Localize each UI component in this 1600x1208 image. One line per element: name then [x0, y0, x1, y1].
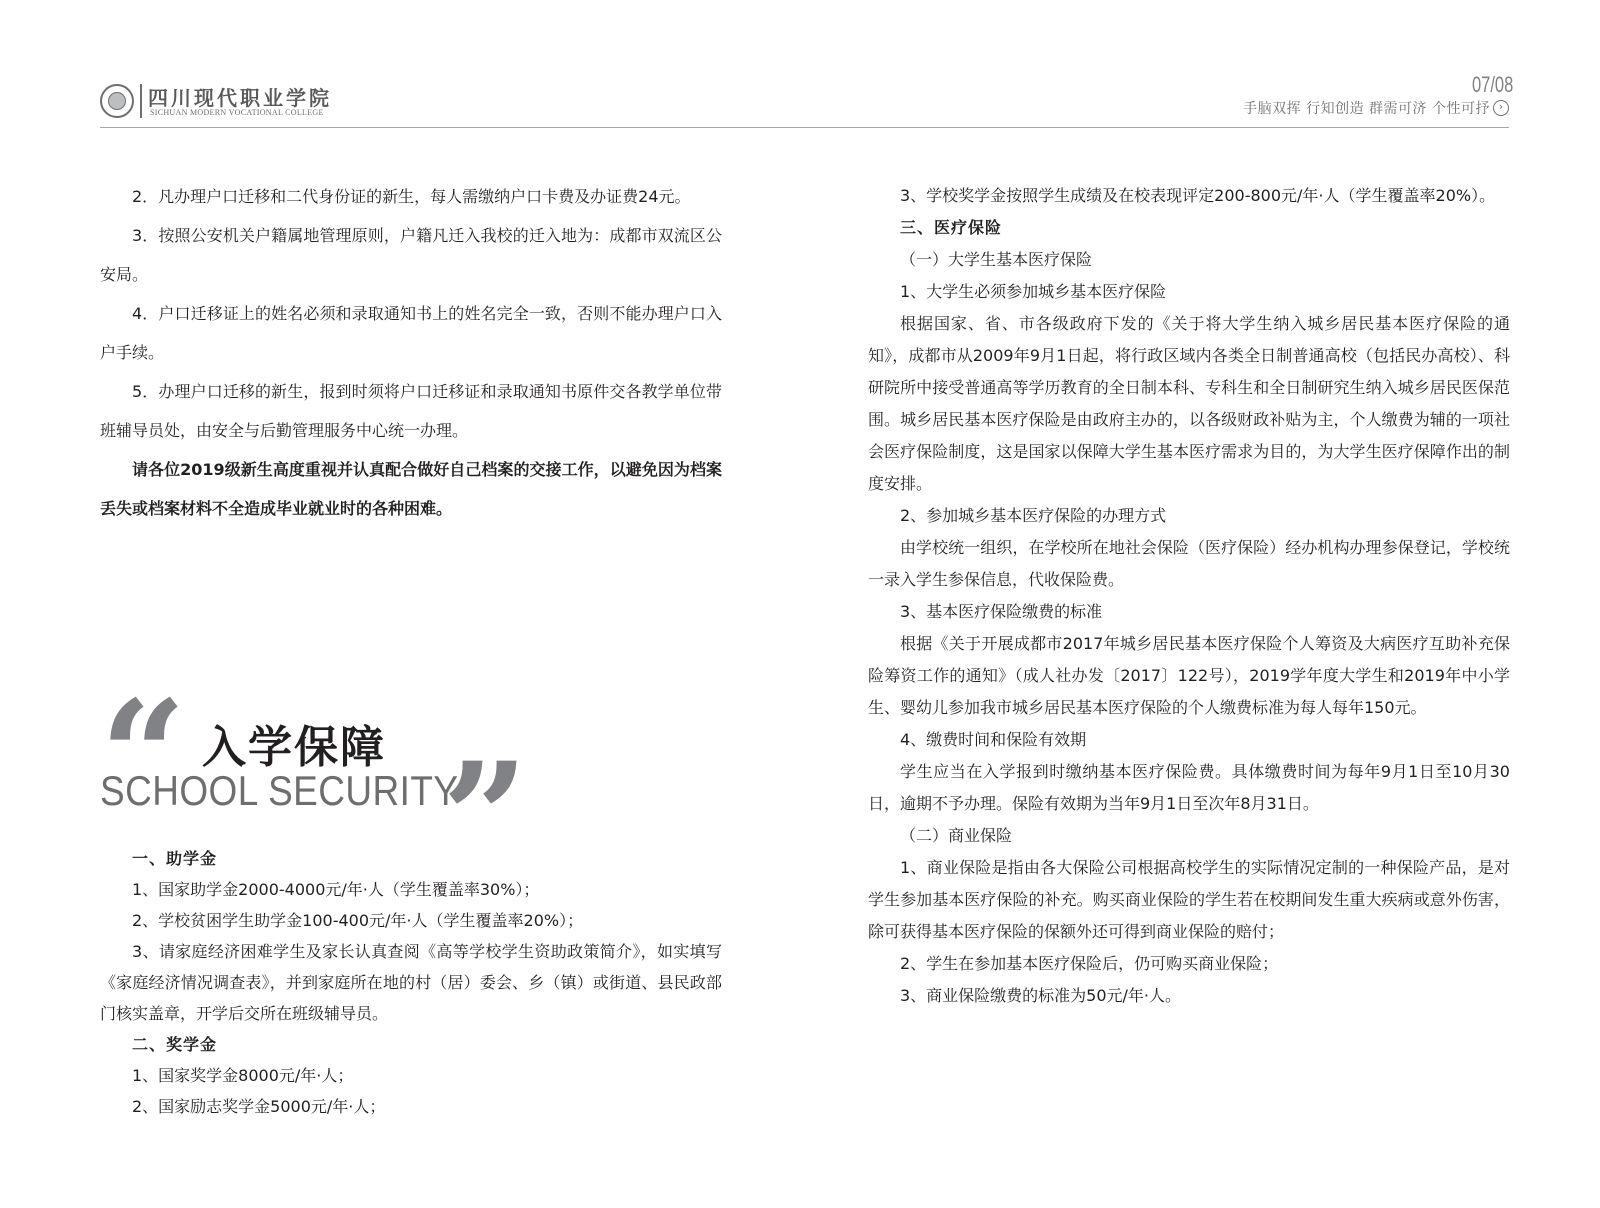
list-item: 1、国家助学金2000-4000元/年·人（学生覆盖率30%）； — [132, 880, 540, 899]
paragraph: 根据《关于开展成都市2017年城乡居民基本医疗保险个人筹资及大病医疗互助补充保险筹资工作的通知》（成人社办发〔2017〕122号），2019学年度大学生和2019年中小学生、婴幼儿参加我市城乡居民基本医疗保险的个人缴费标准为每人每年150元。 — [868, 634, 1510, 717]
chevron-right-circle-icon: › — [1493, 100, 1509, 116]
medical-insurance-section — [868, 180, 1510, 1012]
paragraph-item-5: 5．办理户口迁移的新生，报到时须将户口迁移证和录取通知书原件交各教学单位带班辅导员处，由安全与后勤管理服务中心统一办理。 — [100, 382, 722, 440]
page-header — [0, 0, 1600, 135]
list-item: 3、商业保险缴费的标准为50元/年·人。 — [900, 986, 1182, 1005]
heading-medical-insurance: 三、医疗保险 — [900, 218, 1003, 237]
list-item: 2、学校贫困学生助学金100-400元/年·人（学生覆盖率20%）； — [132, 911, 584, 930]
college-name-cn: 四川现代职业学院 — [148, 86, 332, 110]
list-item: 1、大学生必须参加城乡基本医疗保险 — [900, 282, 1167, 301]
list-item: 1、商业保险是指由各大保险公司根据高校学生的实际情况定制的一种保险产品，是对学生参加基本医疗保险的补充。购买商业保险的学生若在校期间发生重大疾病或意外伤害，除可获得基本医疗保险的保额外还可得到商业保险的赔付； — [868, 858, 1510, 941]
header-divider — [100, 127, 1509, 128]
heading-grants: 一、助学金 — [132, 849, 218, 868]
subheading-commercial-insurance: （二）商业保险 — [900, 826, 1013, 845]
list-item: 2、参加城乡基本医疗保险的办理方式 — [900, 506, 1167, 525]
list-item: 1、国家奖学金8000元/年·人； — [132, 1066, 354, 1085]
college-motto: 手脑双挥 行知创造 群需可济 个性可抒 — [1243, 101, 1490, 117]
paragraph: 由学校统一组织，在学校所在地社会保险（医疗保险）经办机构办理参保登记，学校统一录入学生参保信息，代收保险费。 — [868, 538, 1510, 589]
paragraph: 根据国家、省、市各级政府下发的《关于将大学生纳入城乡居民基本医疗保险的通知》，成都市从2009年9月1日起，将行政区域内各类全日制普通高校（包括民办高校）、科研院所中接受普通高等学历教育的全日制本科、专科生和全日制研究生纳入城乡居民医保范围。城乡居民基本医疗保险是由政府主办的，以各级财政补贴为主，个人缴费为辅的一项社会医疗保险制度，这是国家以保障大学生基本医疗需求为目的，为大学生医疗保障作出的制度安排。 — [868, 314, 1510, 493]
open-quote-mark-icon: “ — [100, 668, 187, 844]
paragraph-item-3: 3．按照公安机关户籍属地管理原则，户籍凡迁入我校的迁入地为：成都市双流区公安局。 — [100, 226, 722, 284]
paragraph: 学生应当在入学报到时缴纳基本医疗保险费。具体缴费时间为每年9月1日至10月30日，逾期不予办理。保险有效期为当年9月1日至次年8月31日。 — [868, 762, 1510, 813]
page-number: 07/08 — [1472, 72, 1514, 97]
list-item: 3、基本医疗保险缴费的标准 — [900, 602, 1103, 621]
paragraph-item-4: 4．户口迁移证上的姓名必须和录取通知书上的姓名完全一致，否则不能办理户口入户手续。 — [100, 304, 722, 362]
section-title-en: SCHOOL SECURITY — [100, 767, 459, 814]
list-item: 4、缴费时间和保险有效期 — [900, 730, 1087, 749]
subheading-basic-insurance: （一）大学生基本医疗保险 — [900, 250, 1093, 269]
list-item: 2、学生在参加基本医疗保险后，仍可购买商业保险； — [900, 954, 1279, 973]
paragraph-item-2: 2．凡办理户口迁移和二代身份证的新生，每人需缴纳户口卡费及办证费24元。 — [132, 187, 691, 206]
archive-notice: 请各位2019级新生高度重视并认真配合做好自己档案的交接工作，以避免因为档案丢失或档案材料不全造成毕业就业时的各种困难。 — [100, 460, 722, 518]
list-item: 3、学校奖学金按照学生成绩及在校表现评定200-800元/年·人（学生覆盖率20%）。 — [900, 186, 1496, 205]
heading-scholarships: 二、奖学金 — [132, 1035, 218, 1054]
household-registration-section — [100, 177, 722, 528]
section-title-cn: 入学保障 — [202, 722, 386, 773]
logo-divider — [140, 84, 142, 118]
grants-scholarships-section — [100, 843, 722, 1122]
college-seal-logo-icon — [100, 84, 134, 118]
college-name-en: SICHUAN MODERN VOCATIONAL COLLEGE — [150, 108, 324, 117]
list-item: 2、国家励志奖学金5000元/年·人； — [132, 1097, 386, 1116]
close-quote-mark-icon: ” — [442, 730, 529, 906]
list-item: 3、请家庭经济困难学生及家长认真查阅《高等学校学生资助政策简介》，如实填写《家庭经济情况调查表》，并到家庭所在地的村（居）委会、乡（镇）或街道、县民政部门核实盖章，开学后交所在班级辅导员。 — [100, 942, 722, 1023]
